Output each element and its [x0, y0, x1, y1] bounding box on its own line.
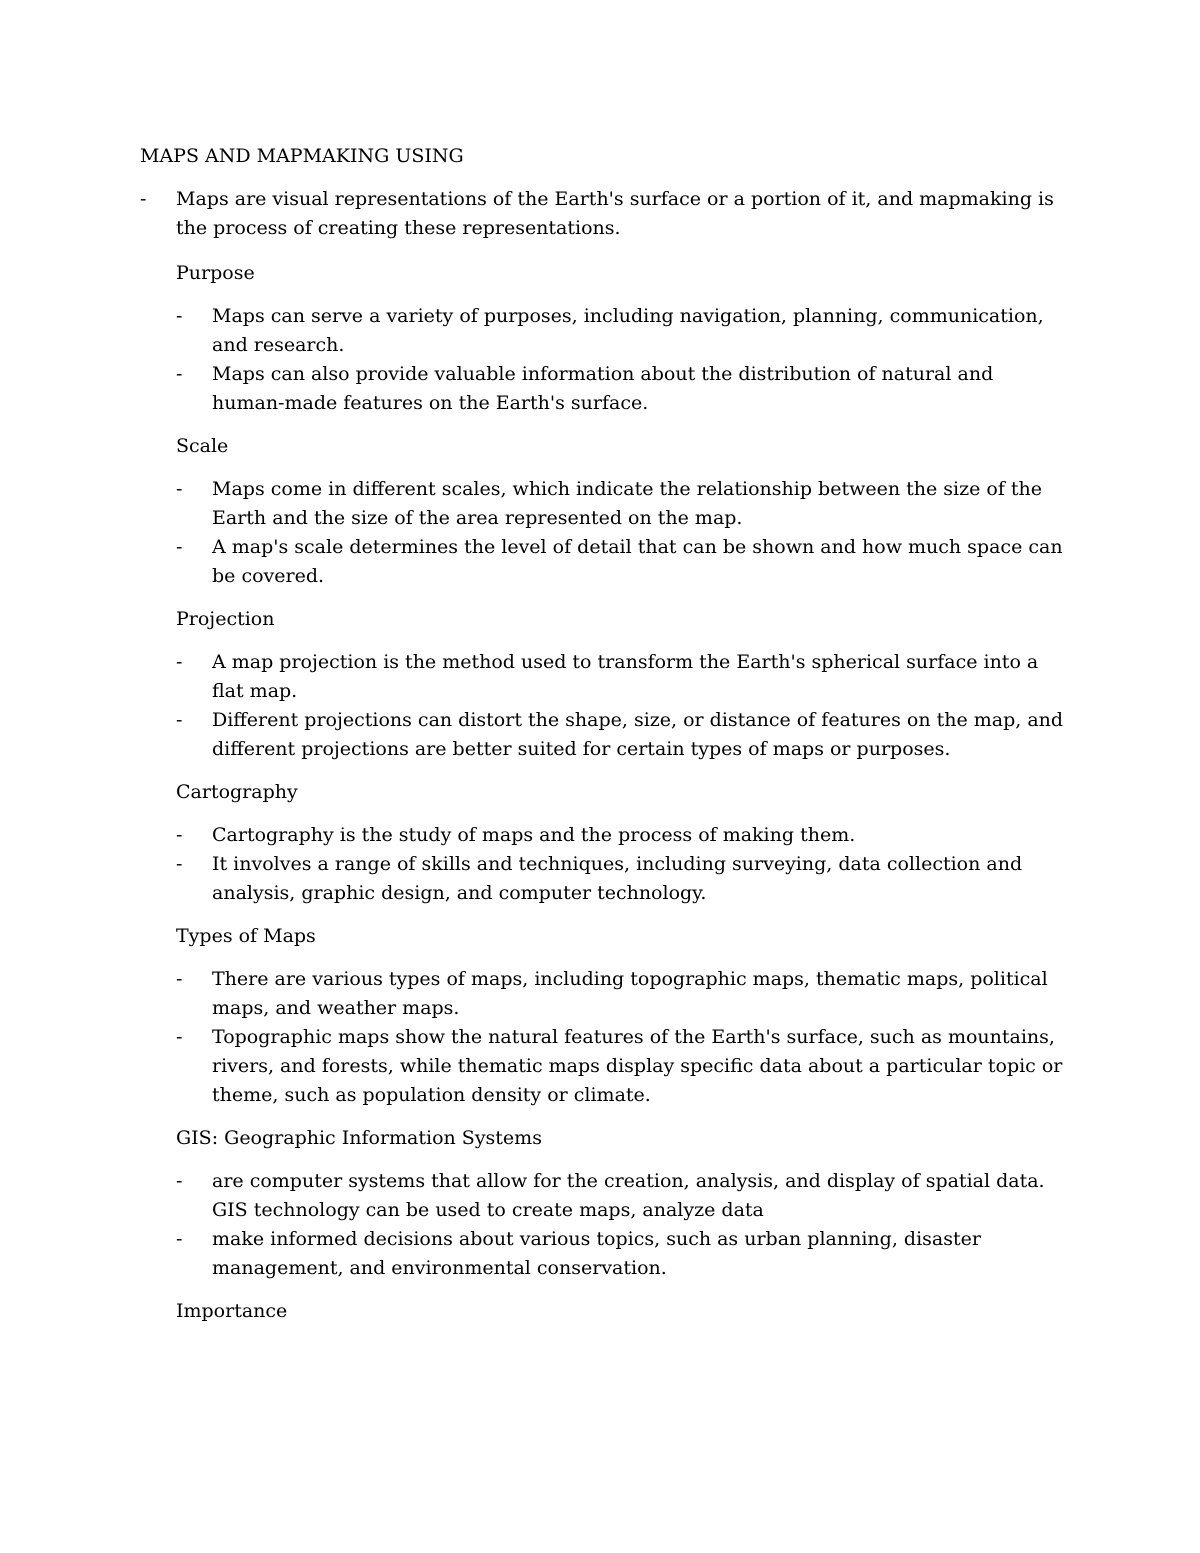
list-item — [176, 821, 1070, 850]
list-item — [176, 1225, 1070, 1283]
section-types-of-maps — [176, 922, 1070, 1110]
section-heading: Scale — [176, 435, 229, 457]
section-heading: Purpose — [176, 262, 255, 284]
bullet-list — [176, 821, 1070, 908]
bullet-marker: - — [176, 478, 183, 500]
bullet-marker: - — [176, 968, 183, 990]
bullet-text: Cartography is the study of maps and the process of making them. — [212, 824, 856, 846]
section-cartography — [176, 778, 1070, 908]
section-heading: Projection — [176, 608, 275, 630]
list-item — [176, 533, 1070, 591]
bullet-marker: - — [176, 1228, 183, 1250]
section-gis — [176, 1124, 1070, 1283]
list-item — [176, 648, 1070, 706]
list-item — [176, 1167, 1070, 1225]
document-title: MAPS AND MAPMAKING USING — [140, 145, 464, 167]
bullet-list — [176, 648, 1070, 764]
bullet-marker: - — [140, 188, 147, 210]
bullet-marker: - — [176, 651, 183, 673]
intro-item — [140, 185, 1070, 243]
list-item — [176, 850, 1070, 908]
intro-text: Maps are visual representations of the Earth's surface or a portion of it, and mapmaking is the process of creating these representations. — [176, 188, 1054, 239]
section-heading: Types of Maps — [176, 925, 316, 947]
list-item — [176, 475, 1070, 533]
bullet-text: Maps come in different scales, which indicate the relationship between the size of the Earth and the size of the area represented on the map. — [212, 478, 1043, 529]
bullet-text: Topographic maps show the natural features of the Earth's surface, such as mountains, rivers, and forests, while thematic maps display specific data about a particular topic or theme, such as population density or climate. — [212, 1026, 1063, 1106]
section-purpose — [176, 259, 1070, 418]
section-projection — [176, 605, 1070, 764]
section-scale — [176, 432, 1070, 591]
bullet-marker: - — [176, 1170, 183, 1192]
bullet-text: A map's scale determines the level of detail that can be shown and how much space can be covered. — [212, 536, 1063, 587]
bullet-text: Maps can also provide valuable information about the distribution of natural and human-made features on the Earth's surface. — [212, 363, 994, 414]
bullet-marker: - — [176, 536, 183, 558]
bullet-list — [176, 302, 1070, 418]
bullet-text: There are various types of maps, including topographic maps, thematic maps, political maps, and weather maps. — [212, 968, 1048, 1019]
list-item — [176, 1023, 1070, 1110]
bullet-text: make informed decisions about various topics, such as urban planning, disaster management, and environmental conservation. — [212, 1228, 981, 1279]
list-item — [176, 302, 1070, 360]
bullet-text: It involves a range of skills and techniques, including surveying, data collection and analysis, graphic design, and computer technology. — [212, 853, 1023, 904]
section-importance — [176, 1297, 1070, 1326]
bullet-list — [176, 1167, 1070, 1283]
bullet-marker: - — [176, 363, 183, 385]
list-item — [176, 706, 1070, 764]
bullet-list — [176, 965, 1070, 1110]
list-item — [176, 360, 1070, 418]
bullet-text: A map projection is the method used to transform the Earth's spherical surface into a flat map. — [212, 651, 1039, 702]
bullet-marker: - — [176, 824, 183, 846]
list-item — [176, 965, 1070, 1023]
bullet-marker: - — [176, 305, 183, 327]
bullet-marker: - — [176, 853, 183, 875]
bullet-text: are computer systems that allow for the creation, analysis, and display of spatial data. GIS technology can be used to create maps, analyze data — [212, 1170, 1045, 1221]
section-heading: Importance — [176, 1300, 288, 1322]
bullet-text: Different projections can distort the shape, size, or distance of features on the map, and different projections are better suited for certain types of maps or purposes. — [212, 709, 1064, 760]
bullet-list — [176, 475, 1070, 591]
section-heading: GIS: Geographic Information Systems — [176, 1127, 542, 1149]
bullet-marker: - — [176, 709, 183, 731]
section-heading: Cartography — [176, 781, 298, 803]
bullet-text: Maps can serve a variety of purposes, including navigation, planning, communication, and research. — [212, 305, 1044, 356]
bullet-marker: - — [176, 1026, 183, 1048]
